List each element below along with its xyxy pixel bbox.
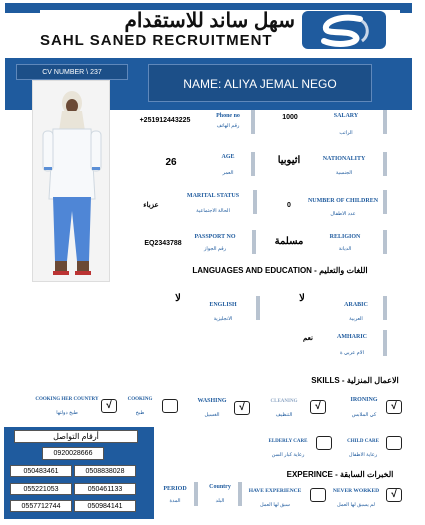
period-label-ar: المدة — [169, 498, 181, 504]
marital-value: عزباء — [143, 202, 159, 209]
phone-value: +251912443225 — [139, 117, 191, 124]
marital-label: MARITAL STATUS — [186, 193, 240, 199]
cooking-checkbox[interactable] — [162, 399, 178, 413]
nationality-label: NATIONALITY — [322, 156, 366, 162]
elderly-care-label-ar: رعاية كبار السن — [271, 452, 305, 458]
age-label-ar: العمر — [222, 170, 234, 176]
never-worked-checkbox[interactable]: √ — [386, 488, 402, 502]
contact-panel — [4, 427, 154, 519]
never-worked-label-ar: لم يسبق لها العمل — [337, 502, 375, 508]
washing-checkbox[interactable]: √ — [234, 401, 250, 415]
field-divider — [238, 482, 242, 506]
cleaning-label: CLEANING — [270, 399, 298, 404]
phone-label-ar: رقم الهاتف — [216, 123, 240, 129]
elderly-care-label: ELDERLY CARE — [268, 439, 308, 444]
washing-label-ar: الغسيل — [204, 412, 220, 418]
sahl-saned-logo-icon — [302, 11, 386, 49]
cooking-her-country-label: COOKING HER COUNTRY — [35, 397, 99, 402]
child-care-label: CHILD CARE — [347, 439, 379, 444]
languages-title: LANGUAGES AND EDUCATION - اللغات والتعليم — [192, 266, 368, 275]
religion-label-ar: الديانة — [338, 246, 352, 252]
washing-label: WASHING — [197, 398, 227, 404]
candidate-name: NAME: ALIYA JEMAL NEGO — [148, 64, 372, 102]
person-figure-icon — [33, 81, 110, 282]
salary-value: 1000 — [282, 114, 298, 121]
child-care-checkbox[interactable] — [386, 436, 402, 450]
arabic-value: لا — [299, 293, 305, 304]
candidate-photo — [32, 80, 110, 282]
ironing-checkbox[interactable]: √ — [386, 400, 402, 414]
amharic-label-ar: الام عربي ة — [339, 350, 365, 356]
salary-label: SALARY — [333, 113, 359, 119]
amharic-value: نعم — [303, 335, 313, 342]
never-worked-label: NEVER WORKED — [332, 488, 380, 494]
contact-number[interactable]: 050984141 — [74, 500, 136, 512]
arabic-label-ar: العربية — [349, 316, 363, 322]
contact-number[interactable]: 050461133 — [74, 483, 136, 495]
ironing-label-ar: كي الملابس — [351, 412, 377, 418]
nationality-value: اثيوبيا — [277, 155, 301, 166]
ironing-label: IRONING — [350, 397, 378, 403]
marital-label-ar: الحالة الاجتماعية — [196, 208, 230, 214]
salary-label-ar: الراتب — [339, 130, 353, 136]
have-experience-label: HAVE EXPERIENCE — [248, 488, 302, 494]
english-label: ENGLISH — [209, 302, 237, 308]
field-divider — [256, 296, 260, 320]
field-divider — [251, 110, 255, 134]
contact-title: أرقام التواصل — [14, 430, 138, 443]
field-divider — [251, 152, 255, 176]
company-name-arabic: سهل ساند للاستقدام — [124, 10, 295, 32]
religion-value: مسلمة — [274, 236, 304, 247]
country-label-ar: البلد — [215, 498, 225, 504]
country-label: Country — [209, 484, 231, 490]
field-divider — [252, 230, 256, 254]
have-experience-checkbox[interactable] — [310, 488, 326, 502]
field-divider — [383, 110, 387, 134]
passport-value: EQ2343788 — [144, 240, 182, 247]
cv-number: CV NUMBER \ 237 — [16, 64, 128, 80]
period-label: PERIOD — [163, 486, 187, 492]
english-value: لا — [175, 293, 181, 304]
english-label-ar: الانجليزية — [213, 316, 233, 322]
phone-label: Phone no — [216, 113, 240, 119]
skills-title: SKILLS - الاعمال المنزلية — [311, 376, 399, 385]
contact-number[interactable]: 050483461 — [10, 465, 72, 477]
children-value: 0 — [287, 202, 291, 209]
field-divider — [194, 482, 198, 506]
cooking-label-ar: طبخ — [135, 410, 145, 416]
field-divider — [383, 330, 387, 356]
cooking-label: COOKING — [127, 397, 153, 402]
company-logo — [40, 10, 400, 52]
company-name-english: SAHL SANED RECRUITMENT — [40, 32, 273, 49]
age-value: 26 — [165, 157, 177, 168]
field-divider — [383, 152, 387, 176]
children-label: NUMBER OF CHILDREN — [307, 198, 379, 204]
child-care-label-ar: رعاية الاطفال — [348, 452, 378, 458]
religion-label: RELIGION — [329, 234, 361, 240]
elderly-care-checkbox[interactable] — [316, 436, 332, 450]
contact-number[interactable]: 0557712744 — [10, 500, 72, 512]
children-label-ar: عدد الاطفال — [330, 211, 356, 217]
cooking-her-country-label-ar: طبخ دولتها — [56, 410, 78, 416]
contact-number[interactable]: 055221053 — [10, 483, 72, 495]
have-experience-label-ar: سبق لها العمل — [260, 502, 290, 508]
passport-label-ar: رقم الجواز — [203, 246, 227, 252]
cleaning-checkbox[interactable]: √ — [310, 400, 326, 414]
nationality-label-ar: الجنسية — [335, 170, 353, 176]
cooking-her-country-checkbox[interactable]: √ — [101, 399, 117, 413]
amharic-label: AMHARIC — [337, 334, 367, 340]
field-divider — [383, 296, 387, 320]
contact-number[interactable]: 0508838028 — [74, 465, 136, 477]
field-divider — [253, 190, 257, 214]
contact-main-number[interactable]: 0920028666 — [42, 447, 104, 460]
field-divider — [383, 230, 387, 254]
field-divider — [383, 190, 387, 214]
passport-label: PASSPORT NO — [194, 234, 236, 240]
arabic-label: ARABIC — [344, 302, 368, 308]
cleaning-label-ar: التنظيف — [275, 412, 293, 418]
age-label: AGE — [221, 154, 235, 160]
experience-title: EXPERINCE - الخبرات السابقة — [286, 470, 394, 479]
